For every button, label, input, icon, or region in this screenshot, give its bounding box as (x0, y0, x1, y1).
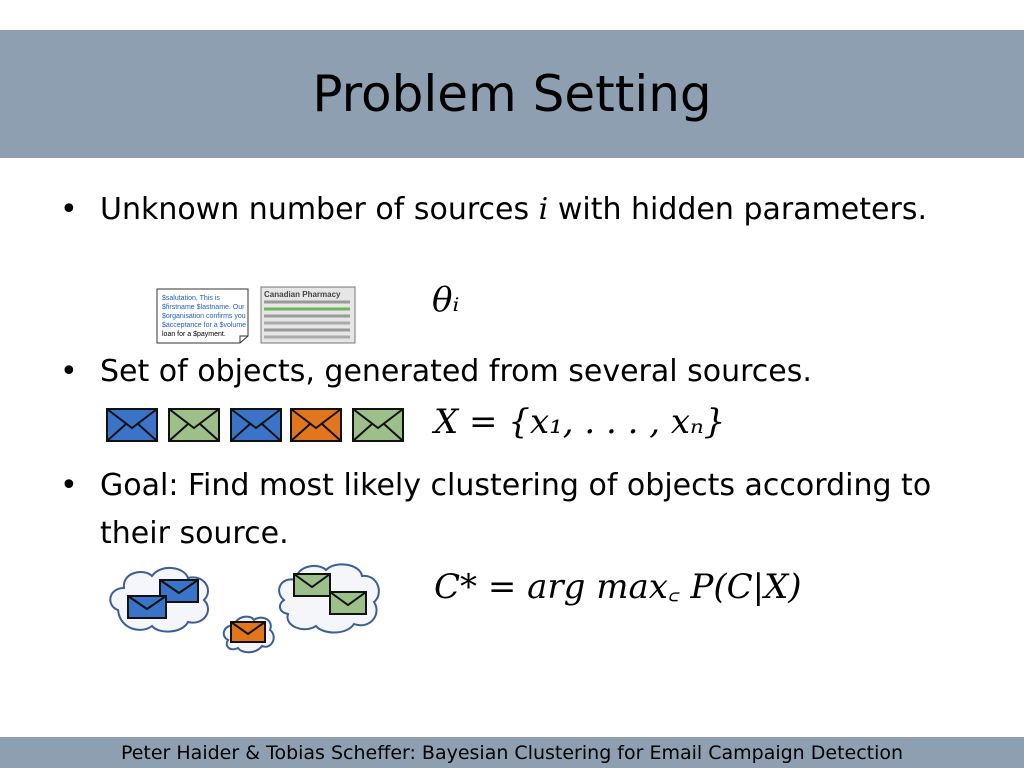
cluster-cloud-blue (106, 562, 214, 636)
bullet-dot: • (60, 192, 78, 227)
slide-title: Problem Setting (312, 65, 712, 123)
footer-text: Peter Haider & Tobias Scheffer: Bayesian Clustering for Email Campaign Detection (120, 741, 904, 764)
bullet-text: Unknown number of sources i with hidden parameters. (100, 192, 927, 227)
bullet-text: Goal: Find most likely clustering of objects according to their source. (100, 468, 932, 551)
svg-text:Canadian Pharmacy: Canadian Pharmacy (264, 290, 341, 299)
envelope-blue-icon (106, 408, 158, 442)
theta-formula: θᵢ (432, 280, 460, 320)
set-formula: X = {x₁, . . . , xₙ} (434, 402, 726, 442)
slide-footer (0, 737, 1024, 768)
argmax-formula: C* = arg max꜀ P(C|X) (434, 567, 802, 607)
envelope-green-icon (168, 408, 220, 442)
svg-text:loan for a $payment.: loan for a $payment. (162, 331, 226, 338)
bullet-dot: • (60, 468, 78, 503)
cluster-cloud-orange (220, 612, 276, 654)
envelope-blue-icon (230, 408, 282, 442)
svg-text:$firstname $lastname. Our: $firstname $lastname. Our (162, 304, 245, 311)
envelope-orange-icon (290, 408, 342, 442)
envelope-green-icon (352, 408, 404, 442)
cluster-cloud-green (274, 560, 384, 636)
svg-text:$organisation confirms you: $organisation confirms you (162, 313, 246, 320)
pharmacy-template-thumbnail (260, 286, 356, 348)
bullet-text: Set of objects, generated from several sources. (100, 354, 812, 389)
template-letter-thumbnail (156, 288, 250, 348)
svg-text:$acceptance for a $volume: $acceptance for a $volume (162, 322, 247, 329)
svg-text:$salutation, This is: $salutation, This is (162, 295, 220, 302)
bullet-dot: • (60, 354, 78, 389)
title-bar (0, 30, 1024, 158)
